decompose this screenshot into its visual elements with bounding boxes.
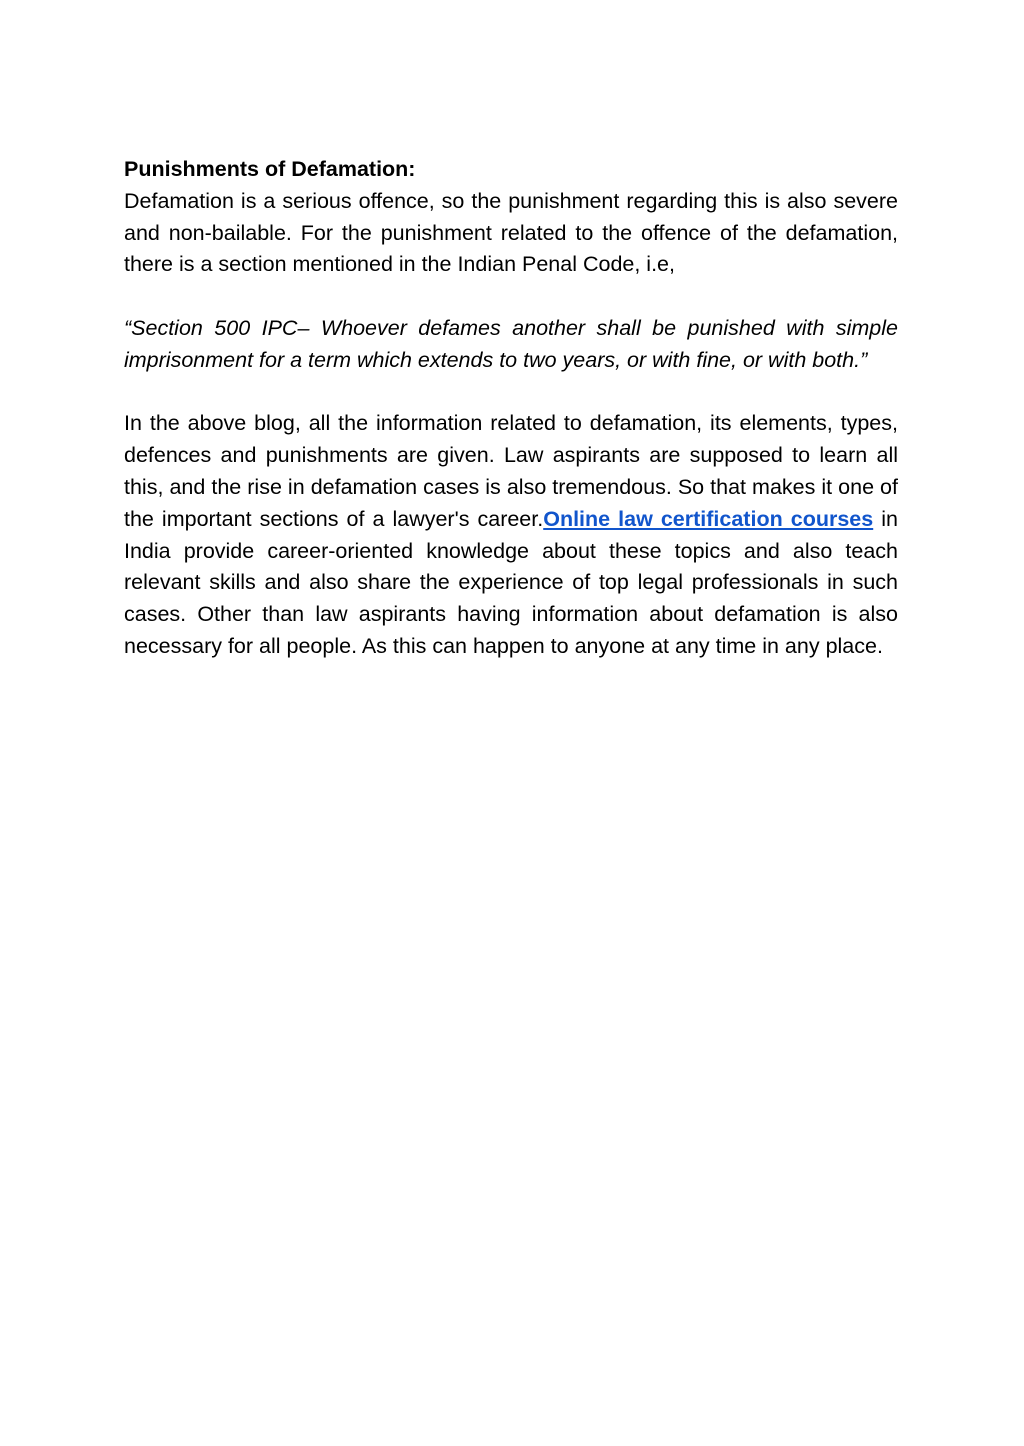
section-heading: Punishments of Defamation: bbox=[124, 157, 416, 181]
online-courses-link[interactable]: Online law certification courses bbox=[543, 506, 874, 531]
ipc-quote: “Section 500 IPC– Whoever defames another shall be punished with simple imprisonment for a term which extends to two years, or with fine, or with both.” bbox=[124, 315, 898, 372]
paragraph-spacer bbox=[124, 377, 898, 409]
conclusion-paragraph bbox=[124, 408, 898, 662]
paragraph-spacer bbox=[124, 281, 898, 313]
conclusion-text-before-link: In the above blog, all the information related to defamation, its elements, types, defences and punishments are given. Law aspirants are supposed to learn all this, and the rise in defamation cases is also tremendous. So that makes it one of the important sections of a lawyer's career. bbox=[124, 411, 898, 531]
intro-paragraph: Defamation is a serious offence, so the punishment regarding this is also severe and non-bailable. For the punishment related to the offence of the defamation, there is a section mentioned in the Indian Penal Code, i.e, bbox=[124, 188, 898, 277]
document-page bbox=[124, 154, 898, 663]
conclusion-text-after-link: in India provide career-oriented knowledge about these topics and also teach relevant skills and also share the experience of top legal professionals in such cases. Other than law aspirants having information about defamation is also necessary for all people. As this can happen to anyone at any time in any place. bbox=[124, 506, 898, 658]
